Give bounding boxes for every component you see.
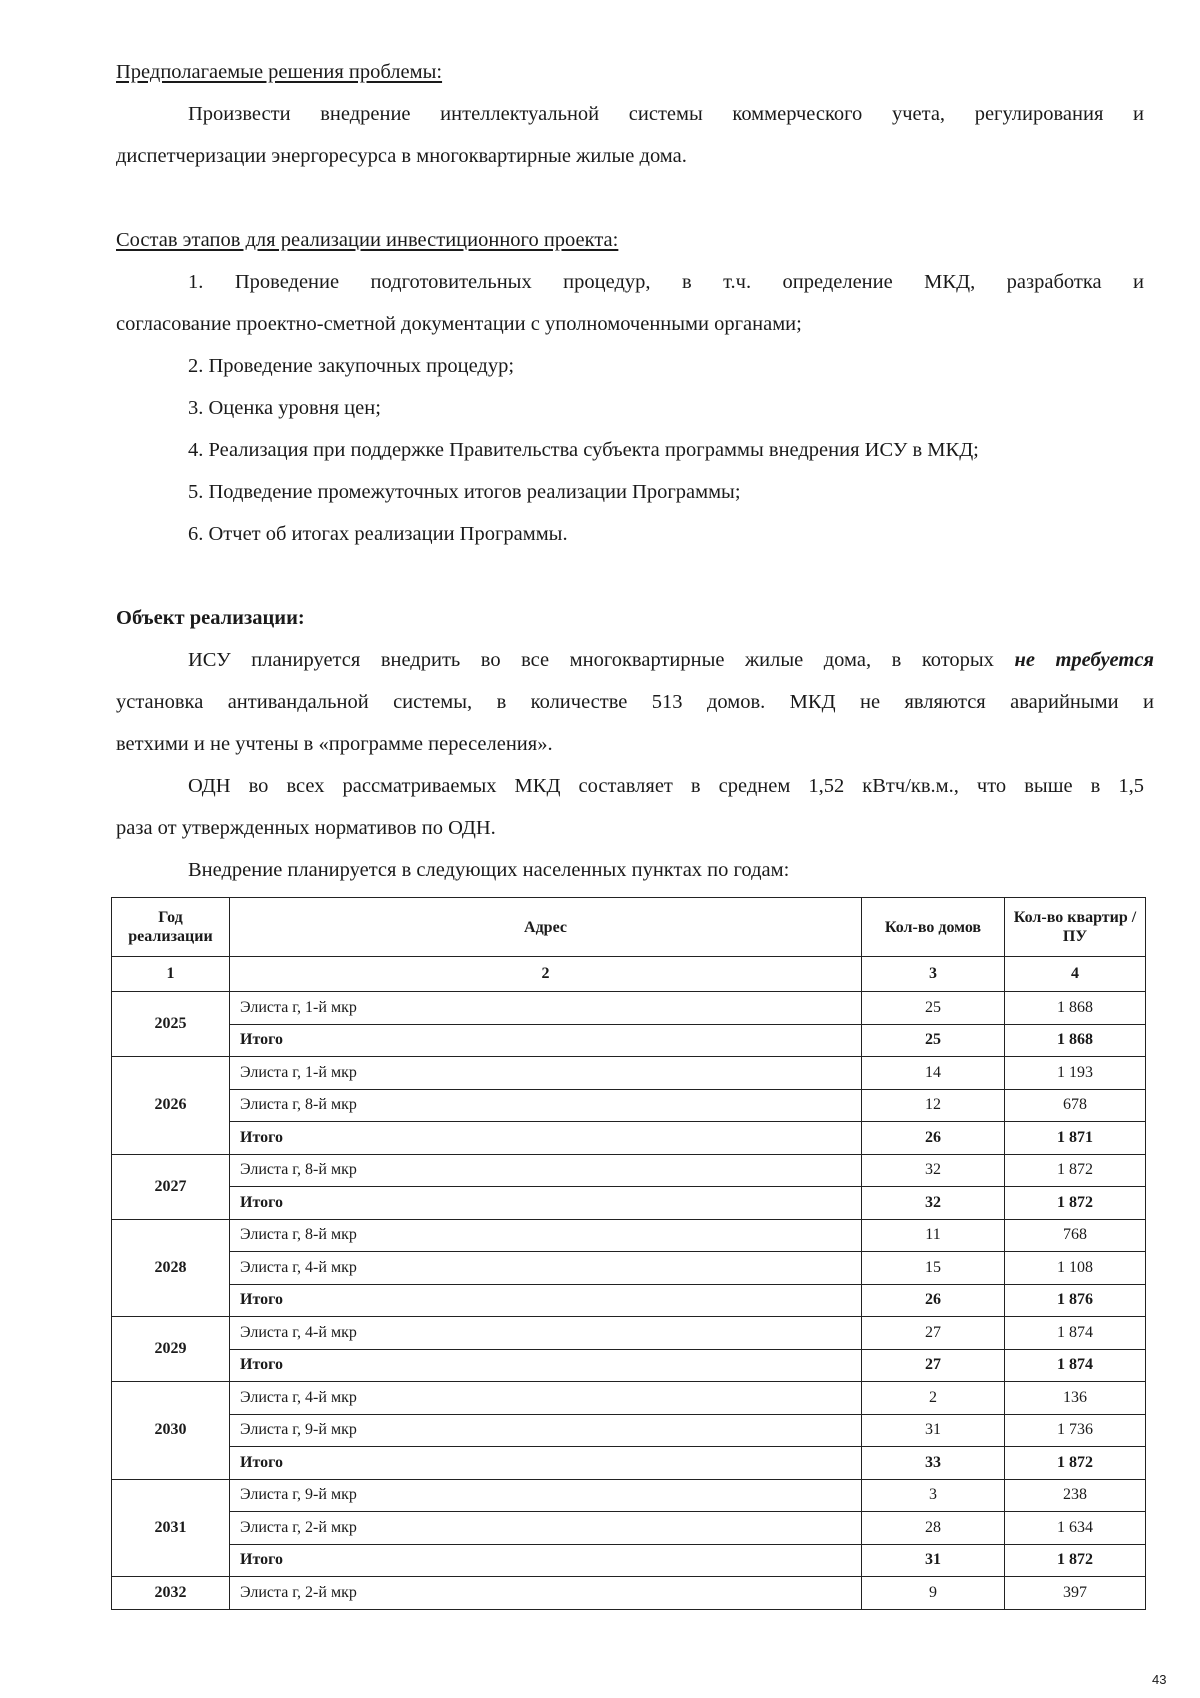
flats-cell: 1 872 xyxy=(1005,1447,1146,1480)
address-cell: Элиста г, 8-й мкр xyxy=(230,1089,862,1122)
table-total-row xyxy=(112,1447,1146,1480)
flats-cell: 1 634 xyxy=(1005,1512,1146,1545)
houses-cell: 14 xyxy=(862,1057,1005,1090)
table-row xyxy=(112,1382,1146,1415)
year-cell: 2029 xyxy=(112,1317,230,1382)
stages-heading: Состав этапов для реализации инвестиционного проекта: xyxy=(116,229,619,251)
address-cell: Итого xyxy=(230,1544,862,1577)
page-number: 43 xyxy=(1152,1672,1167,1687)
object-p2-line-1: ОДН во всех рассматриваемых МКД составляет в среднем 1,52 кВтч/кв.м., что выше в 1,5 xyxy=(188,775,1144,797)
address-cell: Итого xyxy=(230,1122,862,1155)
flats-cell: 1 108 xyxy=(1005,1252,1146,1285)
col-number: 3 xyxy=(862,957,1005,992)
implementation-table xyxy=(111,897,1146,1610)
address-cell: Элиста г, 4-й мкр xyxy=(230,1317,862,1350)
flats-cell: 397 xyxy=(1005,1577,1146,1610)
flats-cell: 1 736 xyxy=(1005,1414,1146,1447)
address-cell: Итого xyxy=(230,1284,862,1317)
object-p1-line-1 xyxy=(188,639,1154,681)
table-row xyxy=(112,992,1146,1025)
flats-cell: 1 874 xyxy=(1005,1349,1146,1382)
header-year: Год реализации xyxy=(112,898,230,957)
flats-cell: 1 871 xyxy=(1005,1122,1146,1155)
houses-cell: 28 xyxy=(862,1512,1005,1545)
header-houses: Кол-во домов xyxy=(862,898,1005,957)
houses-cell: 25 xyxy=(862,1024,1005,1057)
flats-cell: 1 872 xyxy=(1005,1544,1146,1577)
flats-cell: 1 193 xyxy=(1005,1057,1146,1090)
address-cell: Элиста г, 4-й мкр xyxy=(230,1252,862,1285)
stage-2: 2. Проведение закупочных процедур; xyxy=(188,355,515,377)
address-cell: Элиста г, 1-й мкр xyxy=(230,992,862,1025)
table-row xyxy=(112,1479,1146,1512)
table-column-numbers xyxy=(112,957,1146,992)
solutions-line-1: Произвести внедрение интеллектуальной системы коммерческого учета, регулирования и xyxy=(188,103,1144,125)
table-total-row xyxy=(112,1122,1146,1155)
stage-6: 6. Отчет об итогах реализации Программы. xyxy=(188,523,568,545)
houses-cell: 32 xyxy=(862,1154,1005,1187)
flats-cell: 1 872 xyxy=(1005,1187,1146,1220)
houses-cell: 25 xyxy=(862,992,1005,1025)
object-p2-line-2: раза от утвержденных нормативов по ОДН. xyxy=(116,817,496,839)
table-total-row xyxy=(112,1187,1146,1220)
year-cell: 2025 xyxy=(112,992,230,1057)
flats-cell: 1 876 xyxy=(1005,1284,1146,1317)
object-p1-line-3: ветхими и не учтены в «программе переселения». xyxy=(116,733,553,755)
address-cell: Элиста г, 9-й мкр xyxy=(230,1414,862,1447)
houses-cell: 27 xyxy=(862,1349,1005,1382)
table-total-row xyxy=(112,1544,1146,1577)
table-row xyxy=(112,1057,1146,1090)
table-total-row xyxy=(112,1349,1146,1382)
table-row xyxy=(112,1512,1146,1545)
houses-cell: 9 xyxy=(862,1577,1005,1610)
table-body xyxy=(112,992,1146,1610)
object-heading: Объект реализации: xyxy=(116,607,305,629)
address-cell: Элиста г, 2-й мкр xyxy=(230,1577,862,1610)
flats-cell: 1 868 xyxy=(1005,992,1146,1025)
stage-5: 5. Подведение промежуточных итогов реализации Программы; xyxy=(188,481,741,503)
table-row xyxy=(112,1089,1146,1122)
table-row xyxy=(112,1577,1146,1610)
table-header-row xyxy=(112,898,1146,957)
address-cell: Элиста г, 2-й мкр xyxy=(230,1512,862,1545)
header-address: Адрес xyxy=(230,898,862,957)
houses-cell: 15 xyxy=(862,1252,1005,1285)
year-cell: 2031 xyxy=(112,1479,230,1577)
houses-cell: 2 xyxy=(862,1382,1005,1415)
stage-3: 3. Оценка уровня цен; xyxy=(188,397,381,419)
stage-1-line-1: 1. Проведение подготовительных процедур, в т.ч. определение МКД, разработка и xyxy=(188,271,1144,293)
col-number: 4 xyxy=(1005,957,1146,992)
address-cell: Итого xyxy=(230,1349,862,1382)
col-number: 2 xyxy=(230,957,862,992)
address-cell: Элиста г, 9-й мкр xyxy=(230,1479,862,1512)
houses-cell: 3 xyxy=(862,1479,1005,1512)
flats-cell: 1 868 xyxy=(1005,1024,1146,1057)
houses-cell: 26 xyxy=(862,1284,1005,1317)
year-cell: 2026 xyxy=(112,1057,230,1155)
address-cell: Итого xyxy=(230,1187,862,1220)
table-total-row xyxy=(112,1284,1146,1317)
flats-cell: 768 xyxy=(1005,1219,1146,1252)
flats-cell: 678 xyxy=(1005,1089,1146,1122)
header-flats: Кол-во квартир / ПУ xyxy=(1005,898,1146,957)
address-cell: Итого xyxy=(230,1024,862,1057)
houses-cell: 27 xyxy=(862,1317,1005,1350)
houses-cell: 26 xyxy=(862,1122,1005,1155)
table-total-row xyxy=(112,1024,1146,1057)
flats-cell: 1 872 xyxy=(1005,1154,1146,1187)
address-cell: Элиста г, 1-й мкр xyxy=(230,1057,862,1090)
solutions-heading: Предполагаемые решения проблемы: xyxy=(116,61,443,83)
object-p3: Внедрение планируется в следующих населенных пунктах по годам: xyxy=(188,859,790,881)
address-cell: Элиста г, 8-й мкр xyxy=(230,1219,862,1252)
object-p1-emphasis: не требуется xyxy=(1014,649,1154,671)
table-row xyxy=(112,1219,1146,1252)
houses-cell: 33 xyxy=(862,1447,1005,1480)
address-cell: Итого xyxy=(230,1447,862,1480)
table-row xyxy=(112,1154,1146,1187)
solutions-line-2: диспетчеризации энергоресурса в многоквартирные жилые дома. xyxy=(116,145,687,167)
houses-cell: 32 xyxy=(862,1187,1005,1220)
stage-4: 4. Реализация при поддержке Правительства субъекта программы внедрения ИСУ в МКД; xyxy=(188,439,979,461)
address-cell: Элиста г, 8-й мкр xyxy=(230,1154,862,1187)
year-cell: 2028 xyxy=(112,1219,230,1317)
object-p1-line-2: установка антивандальной системы, в количестве 513 домов. МКД не являются аварийными и xyxy=(116,691,1154,713)
table-row xyxy=(112,1252,1146,1285)
year-cell: 2032 xyxy=(112,1577,230,1610)
table-row xyxy=(112,1414,1146,1447)
year-cell: 2027 xyxy=(112,1154,230,1219)
year-cell: 2030 xyxy=(112,1382,230,1480)
houses-cell: 11 xyxy=(862,1219,1005,1252)
houses-cell: 31 xyxy=(862,1544,1005,1577)
flats-cell: 136 xyxy=(1005,1382,1146,1415)
flats-cell: 1 874 xyxy=(1005,1317,1146,1350)
houses-cell: 31 xyxy=(862,1414,1005,1447)
houses-cell: 12 xyxy=(862,1089,1005,1122)
flats-cell: 238 xyxy=(1005,1479,1146,1512)
stage-1-line-2: согласование проектно-сметной документации с уполномоченными органами; xyxy=(116,313,802,335)
object-p1-line-1-text: ИСУ планируется внедрить во все многоквартирные жилые дома, в которых xyxy=(188,649,1015,671)
table-row xyxy=(112,1317,1146,1350)
col-number: 1 xyxy=(112,957,230,992)
address-cell: Элиста г, 4-й мкр xyxy=(230,1382,862,1415)
